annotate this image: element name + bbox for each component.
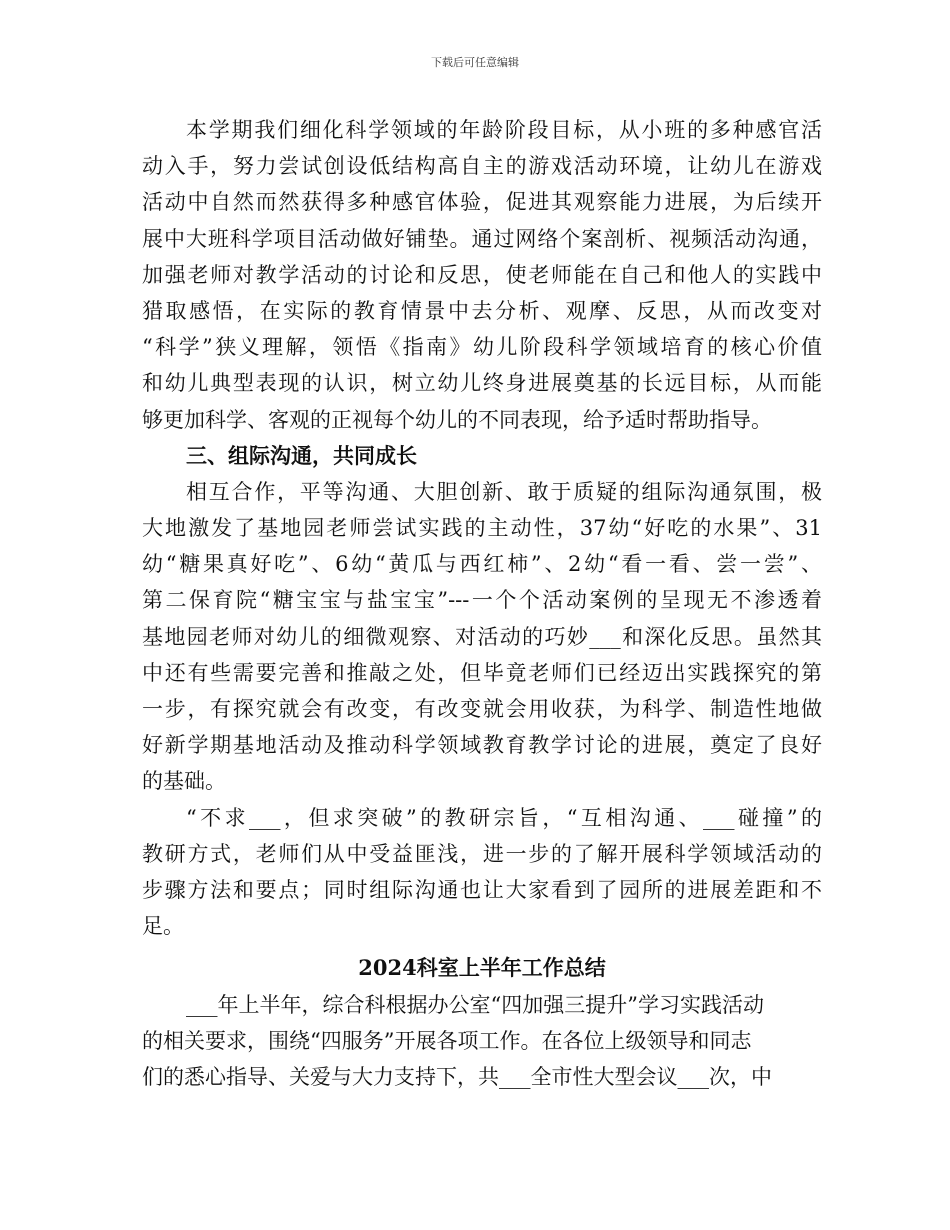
text-line: 和幼儿典型表现的认识，树立幼儿终身进展奠基的长远目标，从而能 [142, 371, 822, 396]
text-line: 好新学期基地活动及推动科学领域教育教学讨论的进展，奠定了良好 [142, 733, 822, 758]
page-header-note: 下载后可任意编辑 [431, 56, 519, 69]
text-line: 足。 [142, 914, 184, 939]
text-line: “科学”狭义理解，领悟《指南》幼儿阶段科学领域培育的核心价值 [142, 335, 822, 360]
section-heading: 三、组际沟通，共同成长 [186, 442, 417, 468]
text-line: 猎取感悟，在实际的教育情景中去分析、观摩、反思，从而改变对 [142, 298, 822, 323]
text-line: ___年上半年，综合科根据办公室“四加强三提升”学习实践活动 [186, 992, 764, 1017]
text-line: 的相关要求，围绕“四服务”开展各项工作。在各位上级领导和同志 [142, 1028, 752, 1053]
text-line: 动入手，努力尝试创设低结构高自主的游戏活动环境，让幼儿在游戏 [142, 154, 822, 179]
paragraph-1 [142, 112, 822, 438]
paragraph-4 [142, 987, 822, 1096]
text-line: 相互合作，平等沟通、大胆创新、敢于质疑的组际沟通氛围，极 [186, 479, 822, 504]
text-line: 中还有些需要完善和推敲之处，但毕竟老师们已经迈出实践探究的第 [142, 660, 822, 685]
text-line: 活动中自然而然获得多种感官体验，促进其观察能力进展，为后续开 [142, 190, 822, 215]
text-line: 们的悉心指导、关爱与大力支持下，共___全市性大型会议___次，中 [142, 1064, 772, 1089]
paragraph-3 [142, 800, 822, 945]
text-line: 够更加科学、客观的正视每个幼儿的不同表现，给予适时帮助指导。 [142, 407, 772, 432]
text-line: 的基础。 [142, 769, 226, 794]
text-line: 大地激发了基地园老师尝试实践的主动性，37幼“好吃的水果”、31 [142, 516, 822, 541]
text-line: 步骤方法和要点；同时组际沟通也让大家看到了园所的进展差距和不 [142, 877, 822, 902]
text-line: 基地园老师对幼儿的细微观察、对活动的巧妙___和深化反思。虽然其 [142, 624, 822, 649]
text-line: 教研方式，老师们从中受益匪浅，进一步的了解开展科学领域活动的 [142, 841, 822, 866]
paragraph-2 [142, 474, 822, 800]
document-title: 2024科室上半年工作总结 [358, 955, 606, 981]
document-body [142, 112, 822, 1095]
text-line: 展中大班科学项目活动做好铺垫。通过网络个案剖析、视频活动沟通， [142, 226, 822, 251]
text-line: “不求___，但求突破”的教研宗旨，“互相沟通、___碰撞”的 [186, 805, 822, 830]
text-line: 一步，有探究就会有改变，有改变就会用收获，为科学、制造性地做 [142, 697, 822, 721]
text-line: 加强老师对教学活动的讨论和反思，使老师能在自己和他人的实践中 [142, 262, 822, 287]
text-line: 幼“糖果真好吃”、6幼“黄瓜与西红柿”、2幼“看一看、尝一尝”、 [142, 552, 822, 577]
text-line: 第二保育院“糖宝宝与盐宝宝”---一个个活动案例的呈现无不渗透着 [142, 588, 822, 613]
text-line: 本学期我们细化科学领域的年龄阶段目标，从小班的多种感官活 [186, 118, 822, 142]
